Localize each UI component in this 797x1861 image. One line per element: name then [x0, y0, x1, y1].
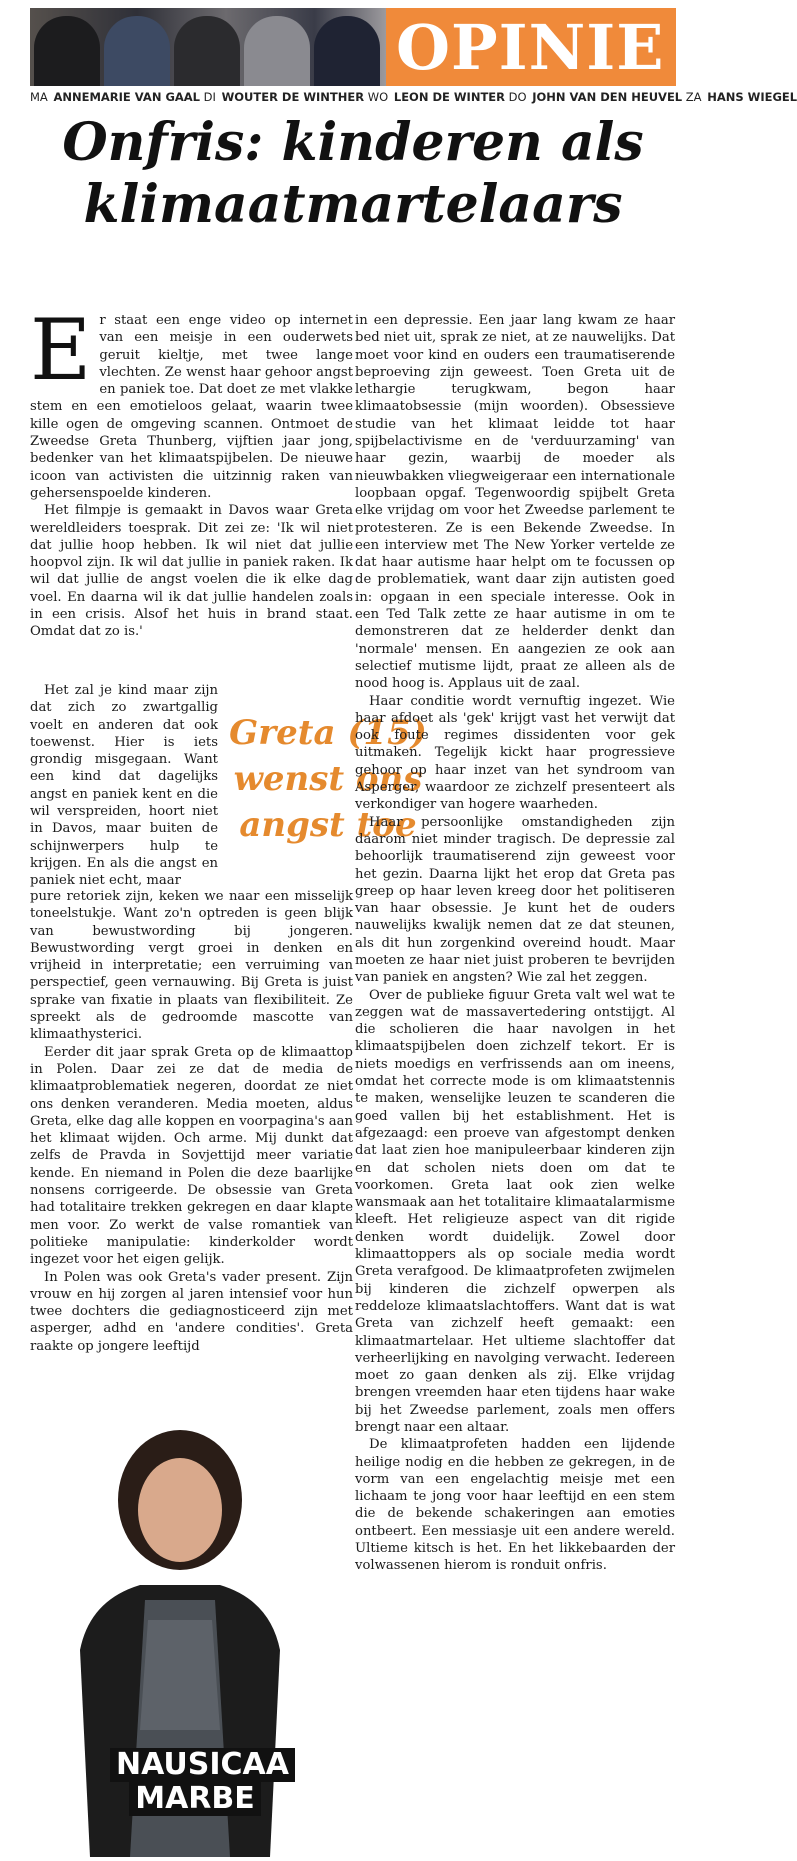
columnist-photo	[314, 16, 380, 86]
columnist-name: ANNEMARIE VAN GAAL	[53, 90, 201, 104]
article-column-2	[355, 312, 675, 1575]
headline: Onfris: kinderen als klimaatmartelaars	[62, 112, 644, 235]
author-name	[110, 1747, 289, 1816]
columnist-name: JOHN VAN DEN HEUVEL	[532, 90, 683, 104]
paragraph: De klimaatprofeten hadden een lijdende heilige nodig en die hebben ze gekregen, in de vorm van een engelachtig meisje met een lichaam te jong voor haar leeftijd en een stem die de bekende schakeringen aan emoties ontbeert. Een messiasje uit een andere wereld. Ultieme kitsch is het. En het likkebaarden der volwassenen hierom is ronduit onfris.	[355, 1437, 675, 1574]
paragraph: Eerder dit jaar sprak Greta op de klimaattop in Polen. Daar zei ze dat de media de klimaatproblematiek negeren, doordat ze niet ons denken veranderen. Media moeten, aldus Greta, elke dag alle koppen en voorpagina's aan het klimaat wijden. Och arme. Mij dunkt dat zelfs de Pravda in Sovjettijd meer variatie kende. En niemand in Polen die deze baarlijke nonsens corrigeerde. De obsessie van Greta had totalitaire trekken gekregen en daar klapte men voor. Zo werkt de valse romantiek van politieke manipulatie: kinderkolder wordt ingezet voor het eigen gelijk.	[30, 1044, 353, 1268]
weekday: DI	[203, 90, 216, 104]
paragraph: pure retoriek zijn, keken we naar een misselijk toneelstukje. Want zo'n optreden is geen blijk van bewustwording bij jongeren. Bewustwording vergt groei in denken en vrijheid in interpretatie; een verruiming van perspectief, geen vernauwing. Bij Greta is juist sprake van fixatie in plaats van flexibiliteit. Ze spreekt als de gedroomde mascotte van klimaathysterici.	[30, 889, 353, 1043]
weekday: ZA	[685, 90, 702, 104]
columnist-photo	[244, 16, 310, 86]
weekday: MA	[30, 90, 48, 104]
drop-cap: E	[30, 301, 92, 399]
paragraph: Het zal je kind maar zijn dat zich zo zwartgallig voelt en anderen dat ook toewenst. Hier is iets grondig misgegaan. Want een kind dat dagelijks angst en paniek kent en die wil verspreiden, hoort niet in Davos, maar buiten de schijnwerpers hulp te krijgen. En als die angst en paniek niet echt, maar	[30, 683, 218, 889]
columnist-name: LEON DE WINTER	[393, 90, 506, 104]
weekday: WO	[367, 90, 389, 104]
paragraph: Haar persoonlijke omstandigheden zijn daarom niet minder tragisch. De depressie zal behoorlijk traumatiserend zijn geweest voor het gezin. Daarna lijkt het erop dat Greta pas greep op haar leven kreeg door het politiseren van haar obsessie. Je kunt het de ouders nauwelijks kwalijk nemen dat ze dat steunen, als dit hun zorgenkind overeind houdt. Maar moeten ze haar niet juist proberen te bevrijden van paniek en angsten? Wie zal het zeggen.	[355, 814, 675, 986]
paragraph: Haar conditie wordt vernuftig ingezet. Wie haar afdoet als 'gek' krijgt vast het verwijt dat ook foute regimes dissidenten voor gek uitmaken. Tegelijk kickt haar progressieve gehoor op haar inzet van het syndroom van Asperger, waardoor ze zichzelf presenteert als verkondiger van hogere waarheden.	[355, 693, 675, 813]
pull-quote: Greta (15) wenst ons angst toe	[229, 713, 427, 845]
article-column-1-narrow	[30, 682, 218, 890]
paragraph: In Polen was ook Greta's vader present. Zijn vrouw en hij zorgen al jaren intensief voor hun twee dochters die gediagnosticeerd zijn met asperger, adhd en 'andere condities'. Greta raakte op jongere leeftijd	[30, 1269, 353, 1354]
article-column-1-top	[30, 301, 353, 641]
columnist-photo	[104, 16, 170, 86]
columnist-photo	[174, 16, 240, 86]
columnist-photo	[34, 16, 100, 86]
paragraph: Over de publieke figuur Greta valt wel wat te zeggen wat de massavertedering ontstijgt. Al die scholieren die haar navolgen in het klimaatspijbelen doen zichzelf tekort. Er is niets moedigs en verfrissends aan om ineens, omdat het correcte mode is om klimaatstennis te maken, wenselijke leuzen te scanderen die goed vallen bij het establishment. Het is afgezaagd: een proeve van afgestompt denken dat laat zien hoe manipuleerbaar kinderen zijn en dat scholen niets doen om dat te voorkomen. Greta laat ook zien welke wansmaak aan het totalitaire klimaatalarmisme kleeft. Het religieuze aspect van dit rigide denken wordt duidelijk. Zowel door klimaattoppers als op sociale media wordt Greta verafgood. De klimaatprofeten zwijmelen bij kinderen die zichzelf opwerpen als reddeloze klimaatslachtoffers. Want dat is wat Greta van zichzelf heeft gemaakt: een klimaatmartelaar. Het ultieme slachtoffer dat verheerlijking en navolging verwacht. Iedereen moet zo gaan denken als zij. Elke vrijdag brengen vreemden haar eten tijdens haar wake bij het Zweedse parlement, zoals men offers brengt naar een altaar.	[355, 987, 675, 1435]
article-column-1-bottom	[30, 888, 353, 1355]
opinion-banner	[30, 8, 676, 86]
columnist-schedule	[30, 90, 797, 104]
author-first-name: NAUSICAA	[110, 1748, 295, 1782]
author-last-name: MARBE	[129, 1782, 261, 1816]
paragraph: Het filmpje is gemaakt in Davos waar Greta wereldleiders toesprak. Dit zei ze: 'Ik wil niet dat jullie hoop hebben. Ik wil niet dat jullie hoopvol zijn. Ik wil dat jullie in paniek raken. Ik wil dat jullie de angst voelen die ik elke dag voel. En daarna wil ik dat jullie handelen zoals in een crisis. Alsof het huis in brand staat. Omdat dat zo is.'	[30, 503, 353, 640]
section-title: OPINIE	[386, 8, 676, 86]
columnist-name: HANS WIEGEL	[707, 90, 797, 104]
paragraph: r staat een enge video op internet van een meisje in een ouderwets geruit kieltje, met twee lange vlechten. Ze wenst haar gehoor angst en paniek toe. Dat doet ze met vlakke stem en een emotieloos gelaat, waarin twee kille ogen de omgeving scannen. Ontmoet de Zweedse Greta Thunberg, vijftien jaar jong, bedenker van het klimaatspijbelen. De nieuwe icoon van activisten die uitzinnig raken van gehersenspoelde kinderen.	[30, 313, 353, 501]
columnist-photos	[30, 8, 386, 86]
paragraph: in een depressie. Een jaar lang kwam ze haar bed niet uit, sprak ze niet, at ze nauwelijks. Dat moet voor kind en ouders een traumatiserende beproeving zijn geweest. Toen Greta uit de lethargie terugkwam, begon haar klimaatobsessie (mijn woorden). Obsessieve studie van het klimaat leidde tot haar spijbelactivisme en de 'verduurzaming' van haar gezin, waarbij de moeder als nieuwbakken vliegweigeraar een internationale loopbaan opgaf. Tegenwoordig spijbelt Greta elke vrijdag om voor het Zweedse parlement te protesteren. Ze is een Bekende Zweedse. In een interview met The New Yorker vertelde ze dat haar autisme haar helpt om te focussen op de problematiek, want daar zijn autisten goed in: opgaan in een speciale interesse. Ook in een Ted Talk zette ze haar autisme in om te demonstreren dat ze helderder denkt dan 'normale' mensen. En aangezien ze ook aan selectief mutisme lijdt, praat ze alleen als de nood hoog is. Applaus uit de zaal.	[355, 313, 675, 692]
weekday: DO	[508, 90, 527, 104]
columnist-name: WOUTER DE WINTHER	[221, 90, 365, 104]
